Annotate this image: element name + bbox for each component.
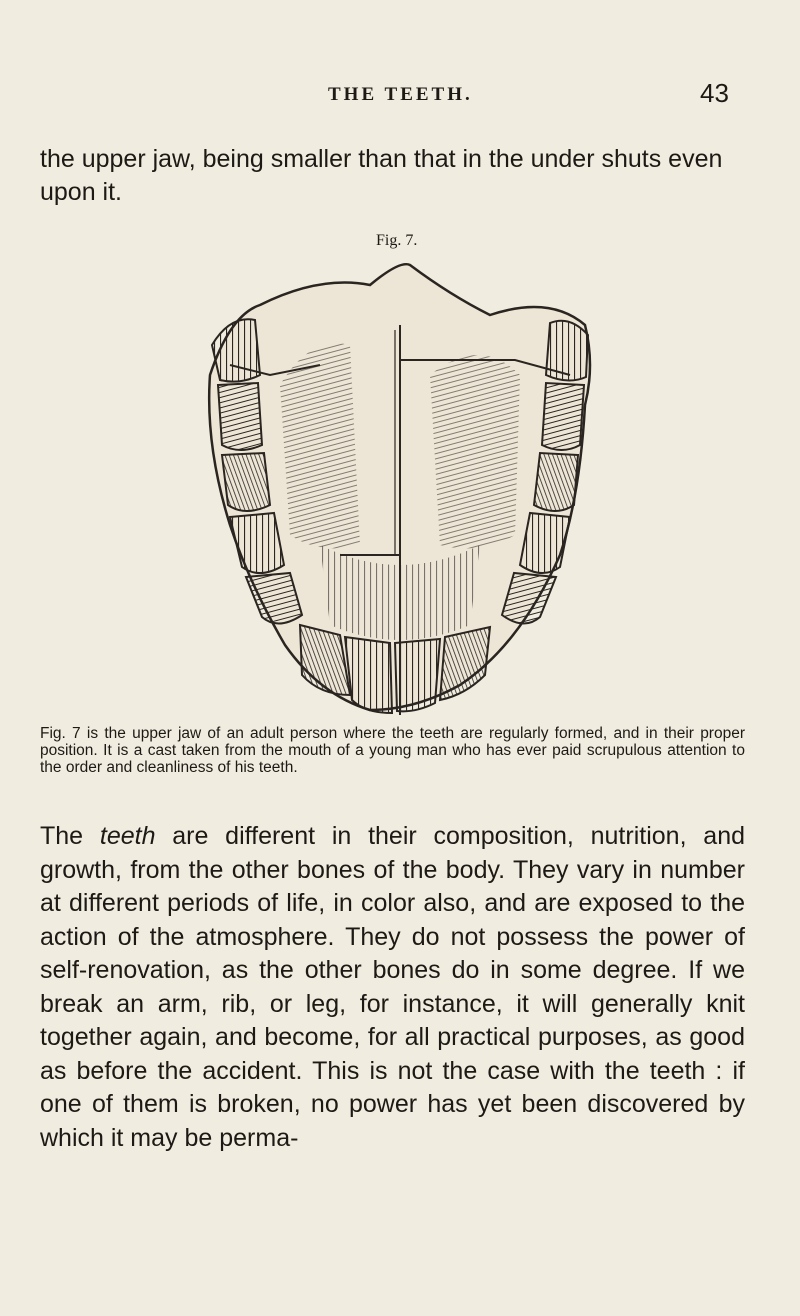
page-number: 43: [700, 78, 729, 108]
figure-caption: Fig. 7 is the upper jaw of an adult person where the teeth are regularly formed, and in their proper position. It is a cast taken from the mouth of a young man who has ever paid scrupulous attention to the order and cleanliness of his teeth.: [40, 725, 745, 776]
upper-jaw-engraving: [190, 255, 610, 720]
body-paragraph: [40, 820, 745, 1155]
body-rest: are different in their composition, nutrition, and growth, from the other bones of the body. They vary in number at different periods of life, in color also, and are exposed to the action of the atmosphere. They do not possess the power of self-renovation, as the other bones do in some degree. If we break an arm, rib, or leg, for instance, it will generally knit together again, and become, for all practical purposes, as good as before the accident. This is not the case with the teeth : if one of them is broken, no power has yet been discovered by which it may be perma-: [40, 822, 746, 1152]
page-header: [0, 70, 800, 110]
body-lead: The: [40, 822, 100, 850]
figure-label: Fig. 7.: [376, 232, 418, 249]
body-italic-word: teeth: [99, 822, 156, 850]
running-head: THE TEETH.: [328, 84, 473, 105]
continued-paragraph: the upper jaw, being smaller than that in the under shuts even upon it.: [40, 145, 723, 206]
jaw-illustration: [190, 255, 610, 720]
